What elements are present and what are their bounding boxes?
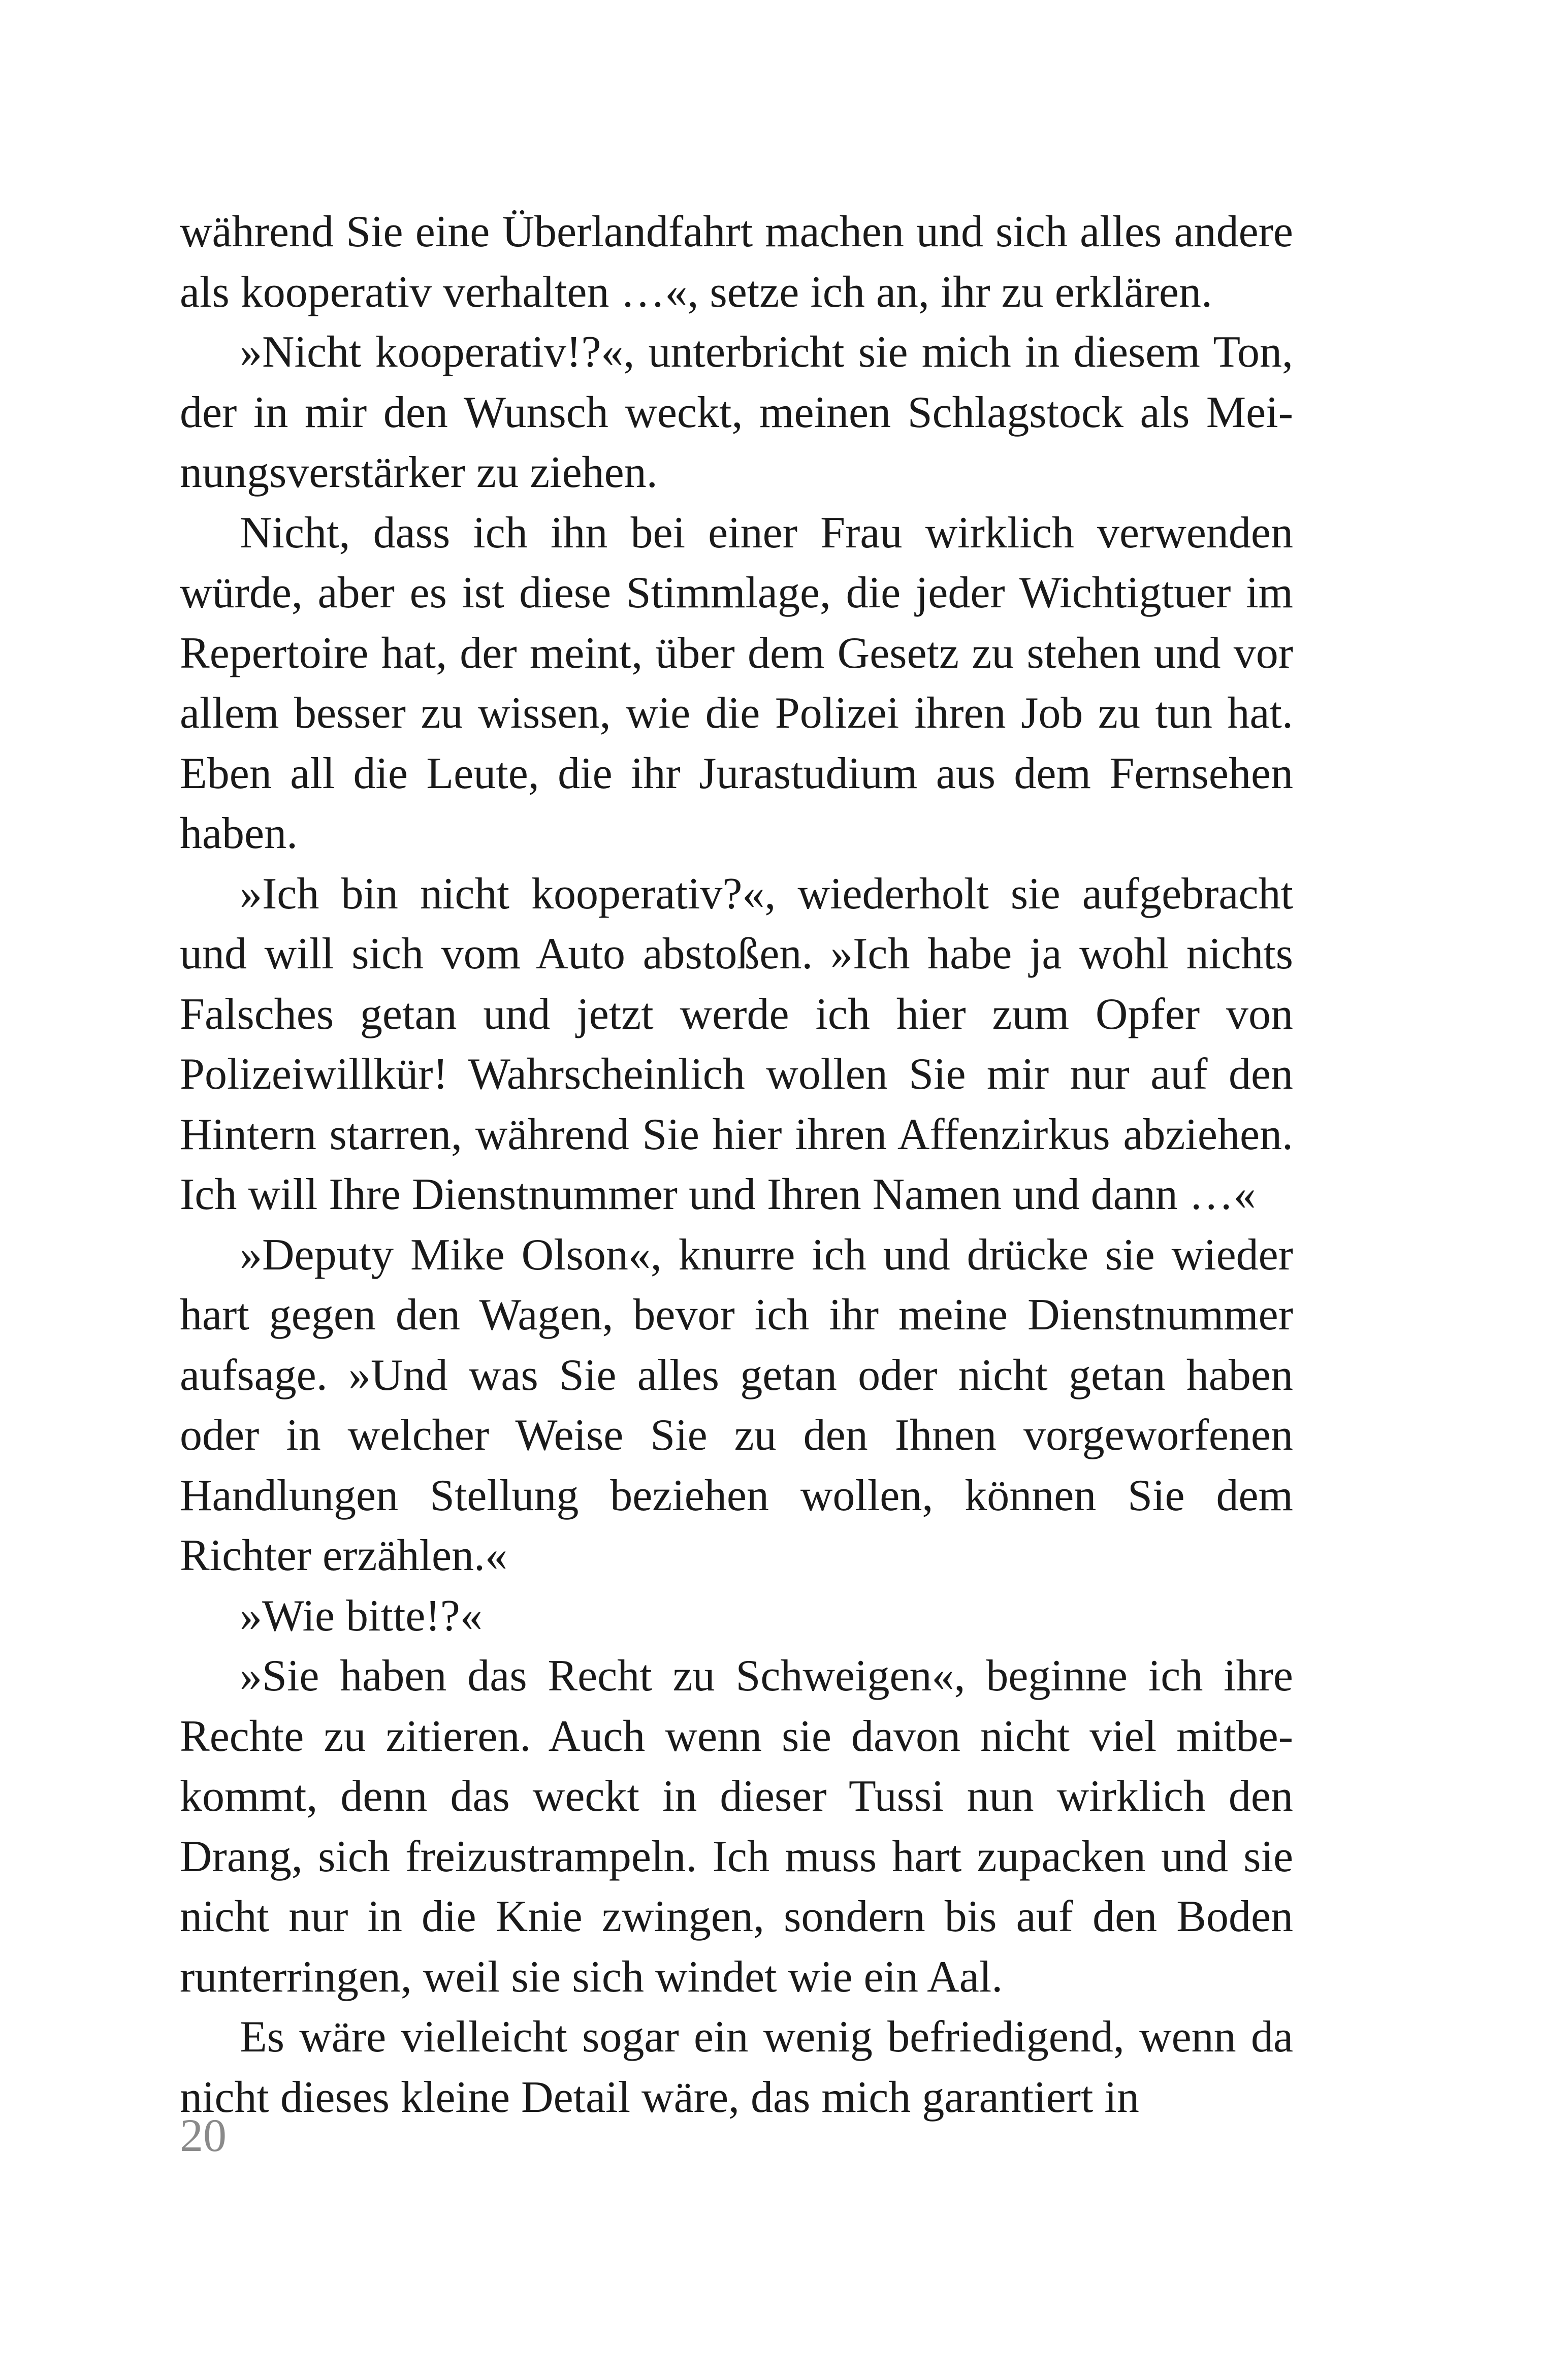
paragraph-last: Es wäre vielleicht sogar ein wenig befriedigend, wenn da nicht dieses kleine Detail wäre, das mich garantiert in — [180, 2012, 1293, 2122]
paragraph: »Ich bin nicht kooperativ?«, wiederholt sie aufgebracht und will sich vom Auto abstoßen. »Ich habe ja wohl nichts Falsches getan und jetzt werde ich hier zum Opfer von Polizeiwillkür! Wahrscheinlich wollen Sie mir nur auf den Hintern starren, während Sie hier ihren Affenzirkus abziehen. Ich will Ihre Dienstnummer und Ihren Namen und dann …« — [180, 869, 1293, 1219]
paragraph: »Nicht kooperativ!?«, unterbricht sie mich in diesem Ton, der in mir den Wunsch weckt, meinen Schlagstock als Meinungsverstärker zu ziehen. — [180, 328, 1293, 497]
paragraph: »Wie bitte!?« — [240, 1591, 483, 1641]
page-number: 20 — [180, 2109, 227, 2161]
body-text — [180, 202, 1293, 2128]
paragraph: »Deputy Mike Olson«, knurre ich und drücke sie wieder hart gegen den Wagen, bevor ich ihr meine Dienstnummer aufsage. »Und was Sie alles getan oder nicht getan haben oder in welcher Weise Sie zu den Ihnen vorgeworfenen Handlungen Stellung beziehen wollen, können Sie dem Richter erzählen.« — [180, 1230, 1293, 1580]
paragraph: Nicht, dass ich ihn bei einer Frau wirklich verwenden würde, aber es ist diese Stimmlage, die jeder Wichtigtuer im Repertoire hat, der meint, über dem Gesetz zu stehen und vor allem besser zu wissen, wie die Polizei ihren Job zu tun hat. Eben all die Leute, die ihr Jurastudium aus dem Fernsehen haben. — [180, 508, 1293, 858]
paragraph-continuation: während Sie eine Überlandfahrt machen und sich alles andere als kooperativ verhalten …«, setze ich an, ihr zu erklären. — [180, 207, 1293, 317]
paragraph: »Sie haben das Recht zu Schweigen«, beginne ich ihre Rechte zu zitieren. Auch wenn sie davon nicht viel mitbekommt, denn das weckt in dieser Tussi nun wirklich den Drang, sich freizustrampeln. Ich muss hart zupacken und sie nicht nur in die Knie zwingen, sondern bis auf den Boden runterringen, weil sie sich windet wie ein Aal. — [180, 1651, 1293, 2002]
